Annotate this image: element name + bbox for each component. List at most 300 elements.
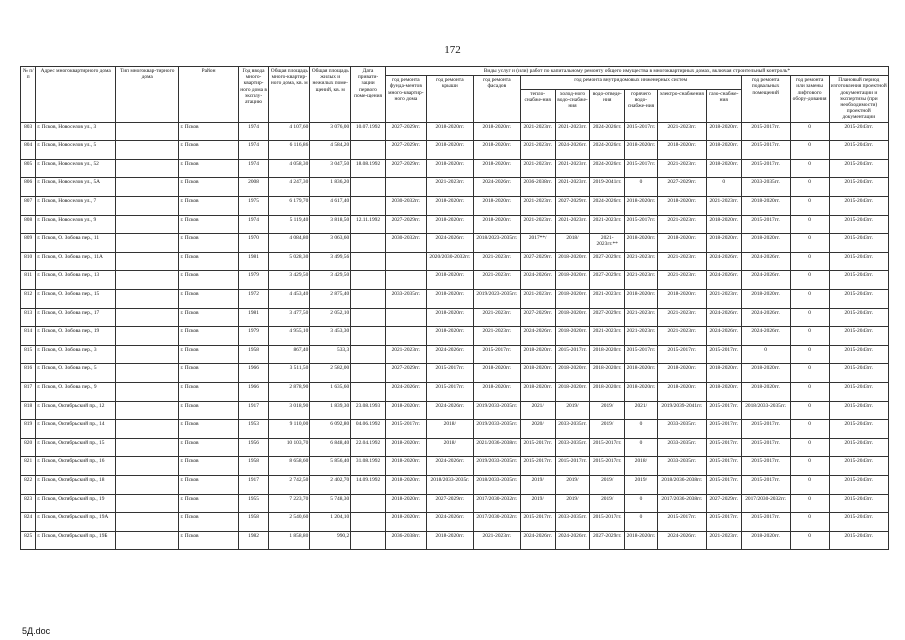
table-cell: г. Псков, Октябрьский пр., 14	[36, 420, 116, 439]
table-cell: г. Псков, Октябрьский пр., 19Б	[36, 531, 116, 550]
table-cell: 2015-2043гг.	[829, 178, 889, 197]
table-cell: 2024-2026гг.	[555, 531, 590, 550]
table-cell: 2018/	[426, 438, 473, 457]
table-cell: 2019/2039-2041гг.	[657, 401, 706, 420]
table-cell: 2027-2029гг.	[520, 308, 555, 327]
table-cell: 2018-2020гг.	[625, 141, 658, 160]
table-cell: 2033-2035гг.	[385, 289, 426, 308]
table-cell: 2033-2035гг.	[555, 513, 590, 532]
table-cell: 2024-2026гг.	[426, 457, 473, 476]
table-cell: 2018/2033-2035г.	[426, 475, 473, 494]
table-cell: 2018-2020гг.	[625, 382, 658, 401]
table-cell: 2021-2023гг.	[520, 141, 555, 160]
table-cell: 2018-2020гг.	[625, 234, 658, 253]
table-cell: 2024-2026гг.	[426, 513, 473, 532]
table-row	[21, 513, 889, 532]
table-cell	[351, 234, 386, 253]
table-cell: 2015-2043гг.	[829, 494, 889, 513]
table-cell: 2021-2023гг.	[555, 215, 590, 234]
table-cell	[385, 252, 426, 271]
table-cell: г. Псков	[179, 141, 238, 160]
table-cell: г. Псков	[179, 178, 238, 197]
table-cell: г. Псков	[179, 215, 238, 234]
table-cell: 6 848,40	[310, 438, 351, 457]
table-cell: 2018-2020гг.	[426, 531, 473, 550]
table-cell: 2015-2017гг.	[657, 345, 706, 364]
table-cell: 2018-2020гг.	[741, 531, 790, 550]
table-cell: 807	[21, 197, 36, 216]
table-cell: 4 107,60	[269, 122, 310, 141]
table-cell: 2015-2043гг.	[829, 345, 889, 364]
table-cell	[351, 364, 386, 383]
table-cell: 1917	[238, 475, 269, 494]
header-works-group: Виды услуг и (или) работ по капитальному ремонту общего имущества в многоквартирных домах, включая строительный контроль*	[385, 67, 888, 76]
table-cell: 2015-2017гг.	[741, 457, 790, 476]
table-cell: 2024-2026гг.	[657, 531, 706, 550]
table-cell: 1974	[238, 159, 269, 178]
table-cell: 31.08.1992	[351, 457, 386, 476]
header-type: Тип многоквар-тирного дома	[116, 67, 179, 123]
table-cell: 2 540,60	[269, 513, 310, 532]
table-cell: 2015-2017гг.	[706, 457, 741, 476]
table-cell	[351, 178, 386, 197]
table-cell: 2021-2023гг.	[473, 271, 520, 290]
table-cell: 2021-2023гг.	[590, 289, 625, 308]
table-cell: 2018-2020гг.	[520, 364, 555, 383]
table-cell: 2018-2020гг.	[706, 215, 741, 234]
table-cell: 2019/2033-2035гг.	[473, 420, 520, 439]
table-cell: 2018-2020гг.	[706, 159, 741, 178]
table-cell: 2021-2023гг.	[625, 252, 658, 271]
table-cell: 2018-2020гг.	[590, 382, 625, 401]
table-cell	[116, 382, 179, 401]
table-cell	[351, 252, 386, 271]
table-cell: 810	[21, 252, 36, 271]
table-cell: г. Псков, О. Зобова пер., 17	[36, 308, 116, 327]
table-cell: 2019/	[555, 494, 590, 513]
table-cell: 5 028,30	[269, 252, 310, 271]
table-cell: 2018-2020гг.	[473, 382, 520, 401]
table-cell: 2018-2020гг.	[426, 141, 473, 160]
table-cell: 2015-2017гг.	[590, 513, 625, 532]
table-cell: 2027-2029гг.	[385, 215, 426, 234]
table-cell: 2019/2033-2035гг.	[473, 457, 520, 476]
table-cell: 2030-2032гг.	[385, 197, 426, 216]
table-cell: 2033-2035гг.	[657, 438, 706, 457]
table-cell: г. Псков, О. Зобова пер., 3	[36, 345, 116, 364]
table-cell: 2015-2017гг.	[625, 215, 658, 234]
table-cell: 2018-2020гг.	[706, 382, 741, 401]
table-cell: 2024-2026гг.	[706, 271, 741, 290]
table-cell: г. Псков, О. Зобова пер., 5	[36, 364, 116, 383]
table-cell: г. Псков, Новоселов ул., 9	[36, 215, 116, 234]
table-cell: 3 047,50	[310, 159, 351, 178]
header-planned-period: Плановый период изготовления проектной документации и экспертизы (при необходимости) проектной документации	[830, 77, 887, 121]
table-cell: 1974	[238, 215, 269, 234]
table-cell	[351, 513, 386, 532]
table-cell: г. Псков	[179, 308, 238, 327]
table-cell: 2027-2029гг.	[590, 531, 625, 550]
table-row	[21, 364, 889, 383]
table-cell	[116, 252, 179, 271]
table-cell: 817	[21, 382, 36, 401]
table-cell: 2018-2020гг.	[385, 438, 426, 457]
table-cell: 2027-2029гг.	[555, 197, 590, 216]
table-cell: г. Псков	[179, 234, 238, 253]
table-cell: 4 453,40	[269, 289, 310, 308]
table-cell: 2018/	[426, 420, 473, 439]
table-cell	[385, 178, 426, 197]
table-cell: 2015-2017гг.	[625, 159, 658, 178]
table-cell: 3 429,50	[310, 271, 351, 290]
table-cell: 2018-2020гг.	[555, 308, 590, 327]
table-cell: 2021-2023гг.	[473, 531, 520, 550]
table-cell: 2019/	[520, 475, 555, 494]
table-row	[21, 401, 889, 420]
table-cell: 2015-2017гг.	[657, 513, 706, 532]
table-row	[21, 159, 889, 178]
table-cell: 2015-2043гг.	[829, 531, 889, 550]
table-cell: 0	[790, 438, 829, 457]
table-row	[21, 382, 889, 401]
table-cell: 2019/2033-2035гг.	[473, 401, 520, 420]
table-cell: 2019-2041гг.	[590, 178, 625, 197]
table-cell: 2027-2029гг.	[657, 178, 706, 197]
table-cell: 3 429,50	[269, 271, 310, 290]
table-cell: 2018-2020гг.	[625, 197, 658, 216]
table-cell: 824	[21, 513, 36, 532]
header-facade-year: год ремонта фасадов	[473, 76, 520, 122]
table-cell: 7 223,70	[269, 494, 310, 513]
table-cell: 0	[790, 141, 829, 160]
table-cell: 2015-2017гг.	[741, 122, 790, 141]
table-cell: 2024-2026гг.	[473, 178, 520, 197]
table-cell: 990,2	[310, 531, 351, 550]
table-cell: 2018-2020гг.	[590, 364, 625, 383]
table-cell: 2018-2020гг.	[473, 215, 520, 234]
table-cell: 2027-2029гг.	[706, 494, 741, 513]
table-cell: 2015-2043гг.	[829, 197, 889, 216]
table-cell: 1975	[238, 197, 269, 216]
table-cell: 1958	[238, 345, 269, 364]
table-cell: 823	[21, 494, 36, 513]
table-cell: 2018-2020гг.	[555, 271, 590, 290]
table-cell: 2015-2017гг.	[706, 345, 741, 364]
table-cell: 4 058,30	[269, 159, 310, 178]
table-cell: 10 103,70	[269, 438, 310, 457]
table-cell: 3 511,50	[269, 364, 310, 383]
table-cell	[351, 308, 386, 327]
header-systems-group: год ремонта внутридомовых инженерных систем	[520, 76, 741, 90]
table-row	[21, 141, 889, 160]
table-cell: 2017/2030-2032гг.	[741, 494, 790, 513]
footer-filename: 5Д.doc	[22, 626, 51, 636]
table-cell: 18.08.1992	[351, 159, 386, 178]
table-cell: 2019/	[590, 494, 625, 513]
table-cell: 6 116,86	[269, 141, 310, 160]
table-cell: 1 204,10	[310, 513, 351, 532]
table-cell: 2015-2043гг.	[829, 141, 889, 160]
table-cell: 2018-2020гг.	[426, 289, 473, 308]
table-cell: 0	[790, 382, 829, 401]
table-cell: 1966	[238, 364, 269, 383]
table-row	[21, 197, 889, 216]
table-cell: 1966	[238, 382, 269, 401]
table-cell: 821	[21, 457, 36, 476]
table-cell: 2036-2038гг.	[520, 178, 555, 197]
table-cell: 2015-2017гг.	[473, 345, 520, 364]
table-cell: 2024-2026гг.	[741, 271, 790, 290]
table-cell: 2024-2026гг.	[741, 308, 790, 327]
table-cell: 3 818,50	[310, 215, 351, 234]
table-cell: 2018-2020гг.	[385, 513, 426, 532]
table-cell: 2015-2017гг.	[590, 438, 625, 457]
table-cell: 1958	[238, 513, 269, 532]
table-cell: г. Псков	[179, 289, 238, 308]
table-cell: 2021-2023гг.	[555, 122, 590, 141]
table-cell: г. Псков	[179, 401, 238, 420]
table-cell: г. Псков	[179, 159, 238, 178]
table-cell	[116, 513, 179, 532]
table-cell: 5 856,40	[310, 457, 351, 476]
table-cell: 2021-2023гг.	[473, 327, 520, 346]
table-cell: 23.08.1993	[351, 401, 386, 420]
table-cell: 2018-2020гг.	[426, 271, 473, 290]
table-cell: 808	[21, 215, 36, 234]
table-row	[21, 494, 889, 513]
table-cell: 5 748,30	[310, 494, 351, 513]
table-cell: 2021-2023гг.	[520, 122, 555, 141]
table-row	[21, 475, 889, 494]
table-cell: 0	[790, 289, 829, 308]
table-cell: 2018-2020гг.	[555, 364, 590, 383]
table-row	[21, 122, 889, 141]
table-cell: 2018/	[625, 457, 658, 476]
table-cell	[116, 420, 179, 439]
table-cell: 4 584,20	[310, 141, 351, 160]
table-cell: 0	[790, 308, 829, 327]
table-cell: 1953	[238, 420, 269, 439]
table-cell: г. Псков, Новоселов ул., 3	[36, 122, 116, 141]
table-cell: 2015-2017гг.	[741, 513, 790, 532]
header-basement-year: год ремонта подвальных помещений	[741, 76, 790, 122]
table-cell: 2018-2020гг.	[625, 531, 658, 550]
table-cell: 6 092,80	[310, 420, 351, 439]
table-row	[21, 420, 889, 439]
table-cell: 2018-2020гг.	[473, 141, 520, 160]
table-cell: г. Псков	[179, 364, 238, 383]
header-living-area: Общая площадь жилых и нежилых поме-щений, кв. м	[310, 67, 351, 123]
table-cell	[351, 327, 386, 346]
table-cell: 6 179,70	[269, 197, 310, 216]
table-cell: 2018-2020гг.	[426, 215, 473, 234]
table-cell: 2 875,40	[310, 289, 351, 308]
table-cell	[116, 141, 179, 160]
table-row	[21, 178, 889, 197]
table-cell: 1979	[238, 271, 269, 290]
table-cell	[351, 289, 386, 308]
table-cell: 1981	[238, 252, 269, 271]
table-cell: 2019/	[625, 475, 658, 494]
table-cell: 2015-2017гг.	[741, 475, 790, 494]
table-cell: 04.06.1992	[351, 420, 386, 439]
table-cell	[116, 364, 179, 383]
table-cell: 0	[625, 420, 658, 439]
table-cell: г. Псков, О. Зобова пер., 11А	[36, 252, 116, 271]
header-foundation-year: год ремонта фунда-ментов много-квартир-ного дома	[385, 76, 426, 122]
table-cell: 0	[625, 438, 658, 457]
header-sewage: водо-отведе-ния	[590, 90, 625, 123]
table-cell: 2015-2043гг.	[829, 234, 889, 253]
table-cell: 2017**/	[520, 234, 555, 253]
table-cell: 2020/	[520, 420, 555, 439]
table-cell: 2033-2035гг.	[657, 457, 706, 476]
header-year-built: Год ввода много-квартир-ного дома в эксплу-атацию	[238, 67, 269, 123]
table-cell: 0	[790, 252, 829, 271]
table-cell: 0	[790, 531, 829, 550]
table-cell: 2027-2029гг.	[590, 252, 625, 271]
table-row	[21, 271, 889, 290]
table-row	[21, 345, 889, 364]
table-cell: 2027-2029гг.	[385, 141, 426, 160]
table-cell: 2021-2023гг.	[625, 271, 658, 290]
table-cell: 2018-2020гг.	[741, 382, 790, 401]
table-cell: 5 119,40	[269, 215, 310, 234]
table-cell: 1972	[238, 289, 269, 308]
table-cell: 2018-2020гг.	[741, 197, 790, 216]
table-cell: г. Псков	[179, 345, 238, 364]
table-cell: г. Псков, Октябрьский пр., 12	[36, 401, 116, 420]
table-cell: 2015-2043гг.	[829, 420, 889, 439]
table-body	[21, 122, 889, 550]
table-cell: 2020/2030-2032гг.	[426, 252, 473, 271]
table-cell: 0	[790, 513, 829, 532]
table-cell: 2024-2026гг.	[426, 345, 473, 364]
table-cell: 0	[790, 364, 829, 383]
table-cell: г. Псков	[179, 271, 238, 290]
table-cell: 2021-2023гг.	[426, 178, 473, 197]
table-cell: 867,40	[269, 345, 310, 364]
table-cell: 0	[790, 122, 829, 141]
table-cell: 2018-2020гг.	[706, 122, 741, 141]
table-cell: 2024-2026гг.	[555, 141, 590, 160]
table-cell: 1979	[238, 327, 269, 346]
table-cell: г. Псков	[179, 513, 238, 532]
table-cell: г. Псков, О. Зобова пер., 11	[36, 234, 116, 253]
table-cell: 2015-2017гг.	[706, 401, 741, 420]
table-cell: 1 839,30	[310, 401, 351, 420]
table-cell: 2018-2020гг.	[473, 122, 520, 141]
table-cell: 2 878,90	[269, 382, 310, 401]
table-cell	[116, 308, 179, 327]
table-cell: 2018-2020гг.	[706, 364, 741, 383]
table-cell: 2027-2029гг.	[385, 122, 426, 141]
table-cell: г. Псков	[179, 327, 238, 346]
table-cell	[351, 531, 386, 550]
table-cell: 3 499,56	[310, 252, 351, 271]
table-cell: 811	[21, 271, 36, 290]
table-cell: 0	[790, 197, 829, 216]
table-cell: 4 247,30	[269, 178, 310, 197]
table-cell: 2024-2026гг.	[706, 327, 741, 346]
header-hot-water: горячего водо-снабже-ния	[625, 90, 658, 123]
table-cell	[351, 271, 386, 290]
table-cell: 2018-2020гг.	[426, 197, 473, 216]
table-cell: 9 110,00	[269, 420, 310, 439]
table-cell: 8 658,60	[269, 457, 310, 476]
table-cell: 816	[21, 364, 36, 383]
table-cell: 0	[790, 159, 829, 178]
table-cell: 1 635,60	[310, 382, 351, 401]
table-cell: г. Псков	[179, 122, 238, 141]
table-cell: 2021-2023гг.	[706, 289, 741, 308]
table-cell: 0	[790, 215, 829, 234]
table-cell: 2015-2017гг.	[741, 215, 790, 234]
table-cell: 2018-2020гг.	[590, 345, 625, 364]
table-cell: г. Псков, Октябрьский пр., 19	[36, 494, 116, 513]
table-cell: г. Псков, Новоселов ул., 5	[36, 141, 116, 160]
table-cell: 2018-2020гг.	[426, 159, 473, 178]
table-cell: 2015-2017гг.	[385, 420, 426, 439]
table-cell: 2015-2043гг.	[829, 438, 889, 457]
table-cell: 2015-2017гг.	[590, 457, 625, 476]
table-cell: 805	[21, 159, 36, 178]
header-roof-year: год ремонта крыши	[426, 76, 473, 122]
header-gas: газо-снабже-ния	[706, 90, 741, 123]
table-cell: 1974	[238, 141, 269, 160]
table-cell: 2018-2020гг.	[706, 141, 741, 160]
table-cell: г. Псков, О. Зобова пер., 13	[36, 271, 116, 290]
table-cell: 2015-2043гг.	[829, 513, 889, 532]
table-cell: 2021-2023гг.	[625, 308, 658, 327]
table-row	[21, 531, 889, 550]
table-cell: 2018-2020гг.	[555, 289, 590, 308]
table-cell	[116, 122, 179, 141]
table-cell: 2015-2017гг.	[625, 122, 658, 141]
table-cell: 2015-2017гг.	[520, 457, 555, 476]
table-cell: 2018-2020гг.	[520, 382, 555, 401]
table-cell: 2 582,00	[310, 364, 351, 383]
table-cell: 2018-2020гг.	[625, 364, 658, 383]
table-cell: г. Псков	[179, 252, 238, 271]
header-lift-year: год ремонта или замены лифтового обору-дования	[790, 76, 829, 122]
table-cell: 2018-2020гг.	[741, 289, 790, 308]
table-cell: 2017/2030-2032гг.	[473, 513, 520, 532]
table-cell: 0	[625, 513, 658, 532]
table-cell: г. Псков	[179, 531, 238, 550]
table-cell: г. Псков, Октябрьский пр., 19А	[36, 513, 116, 532]
table-cell: 2015-2017гг.	[426, 364, 473, 383]
table-cell	[116, 438, 179, 457]
table-cell: 0	[790, 345, 829, 364]
table-cell: 2018-2020гг.	[625, 289, 658, 308]
table-cell: 813	[21, 308, 36, 327]
table-cell: 2021-2023гг.	[657, 271, 706, 290]
table-cell: 0	[790, 234, 829, 253]
table-cell: 2019/	[555, 475, 590, 494]
table-cell: 2021-2023гг.	[657, 308, 706, 327]
table-cell: 1 858,80	[269, 531, 310, 550]
table-cell: 2019/	[590, 401, 625, 420]
table-cell: 2018-2020гг.	[555, 382, 590, 401]
table-cell: 2018-2020гг.	[385, 401, 426, 420]
table-cell: 2021-2023гг.	[520, 159, 555, 178]
table-cell: 2027-2029гг.	[590, 308, 625, 327]
table-cell: 2019/	[520, 494, 555, 513]
table-cell: 2018/2036-2038гг.	[657, 475, 706, 494]
table-cell: 533,3	[310, 345, 351, 364]
table-cell: 12.11.1992	[351, 215, 386, 234]
